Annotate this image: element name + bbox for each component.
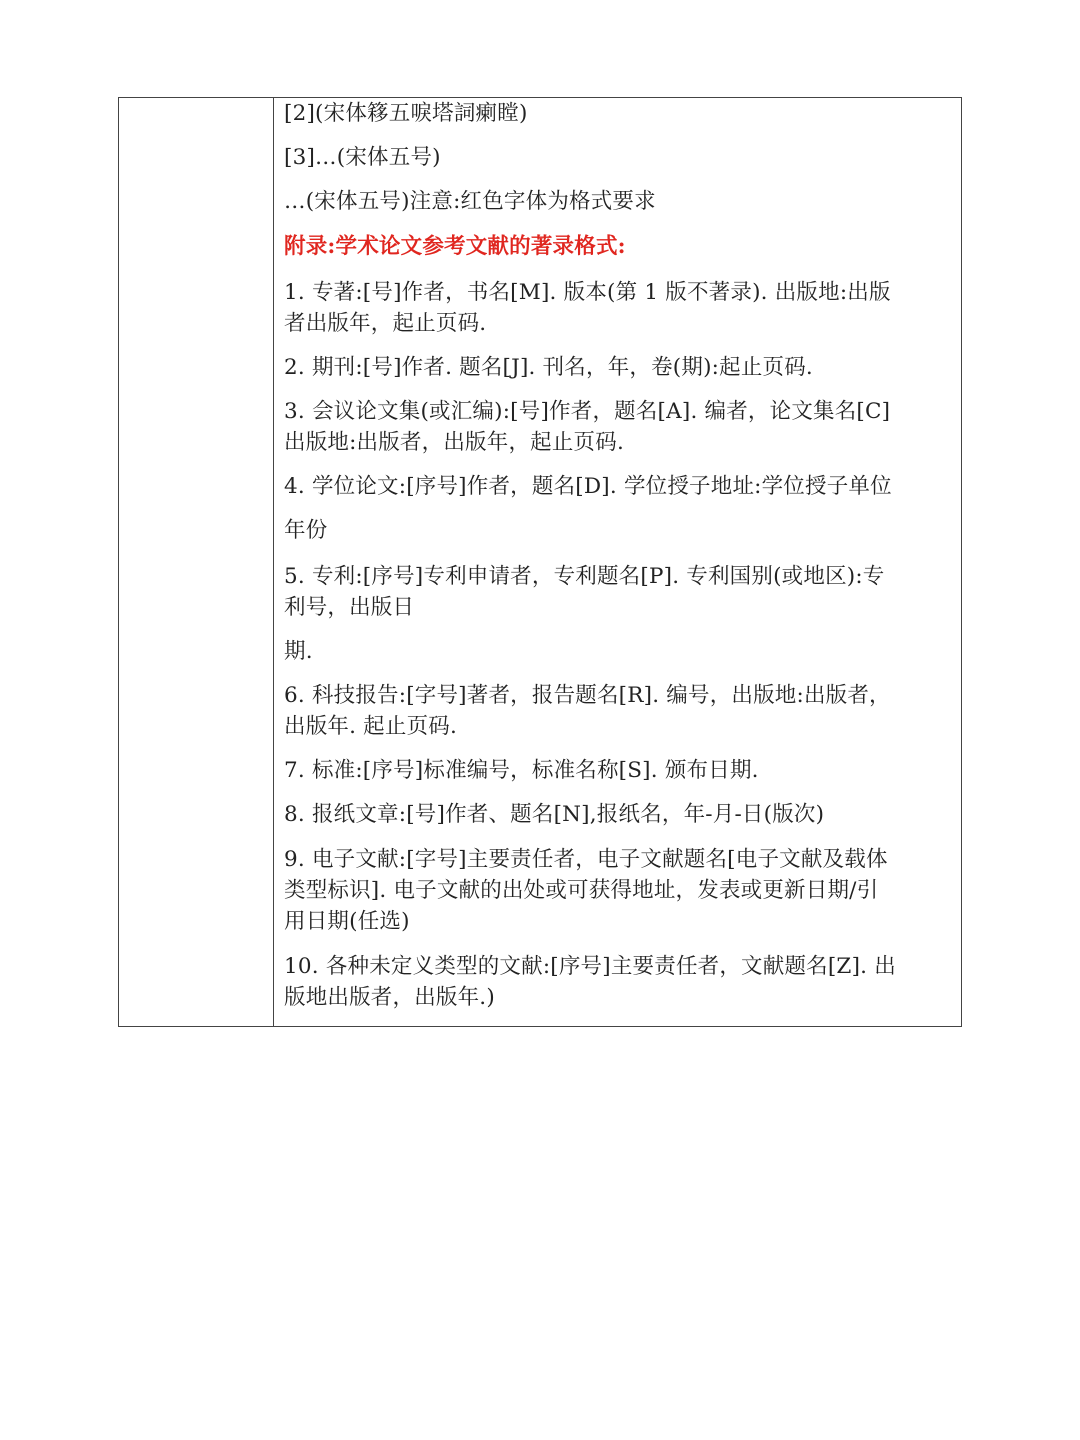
table-left-cell [119, 98, 274, 1026]
format-item-journal: 2. 期刊:[号]作者. 题名[J]. 刊名，年，卷(期):起止页码. [284, 355, 813, 380]
format-item-electronic: 9. 电子文献:[字号]主要责任者，电子文献题名[电子文献及载体 类型标识]. 电子文献的出处或可获得地址，发表或更新日期/引 用日期(任选) [284, 847, 888, 934]
format-item-standard: 7. 标准:[序号]标准编号，标准名称[S]. 颁布日期. [284, 758, 759, 783]
format-item-newspaper: 8. 报纸文章:[号]作者、题名[N],报纸名，年-月-日(版次) [284, 802, 825, 827]
reference-line-3: [3]…(宋体五号) [284, 145, 441, 170]
document-table [118, 97, 962, 1027]
format-item-other: 10. 各种未定义类型的文献:[序号]主要责任者，文献题名[Z]. 出 版地出版者，出版年.) [284, 954, 896, 1010]
format-item-conference: 3. 会议论文集(或汇编):[号]作者，题名[A]. 编者，论文集名[C] 出版地:出版者，出版年，起止页码. [284, 399, 891, 455]
format-item-monograph: 1. 专著:[号]作者，书名[M]. 版本(第 1 版不著录). 出版地:出版 者出版年，起止页码. [284, 280, 891, 336]
format-item-thesis: 4. 学位论文:[序号]作者，题名[D]. 学位授子地址:学位授子单位 [284, 474, 892, 499]
format-item-patent-continued: 期. [284, 639, 313, 664]
table-right-cell [274, 98, 961, 1026]
appendix-heading: 附录:学术论文参考文献的著录格式: [284, 234, 626, 259]
format-note: …(宋体五号)注意:红色字体为格式要求 [284, 189, 656, 214]
format-item-thesis-continued: 年份 [284, 518, 328, 543]
reference-line-2: [2](宋体簃五唳塔詞瘌瞠) [284, 101, 528, 126]
format-item-tech-report: 6. 科技报告:[字号]著者，报告题名[R]. 编号，出版地:出版者， 出版年. 起止页码. [284, 683, 891, 739]
format-item-patent: 5. 专利:[序号]专利申请者，专利题名[P]. 专利国别(或地区):专 利号，出版日 [284, 564, 885, 620]
